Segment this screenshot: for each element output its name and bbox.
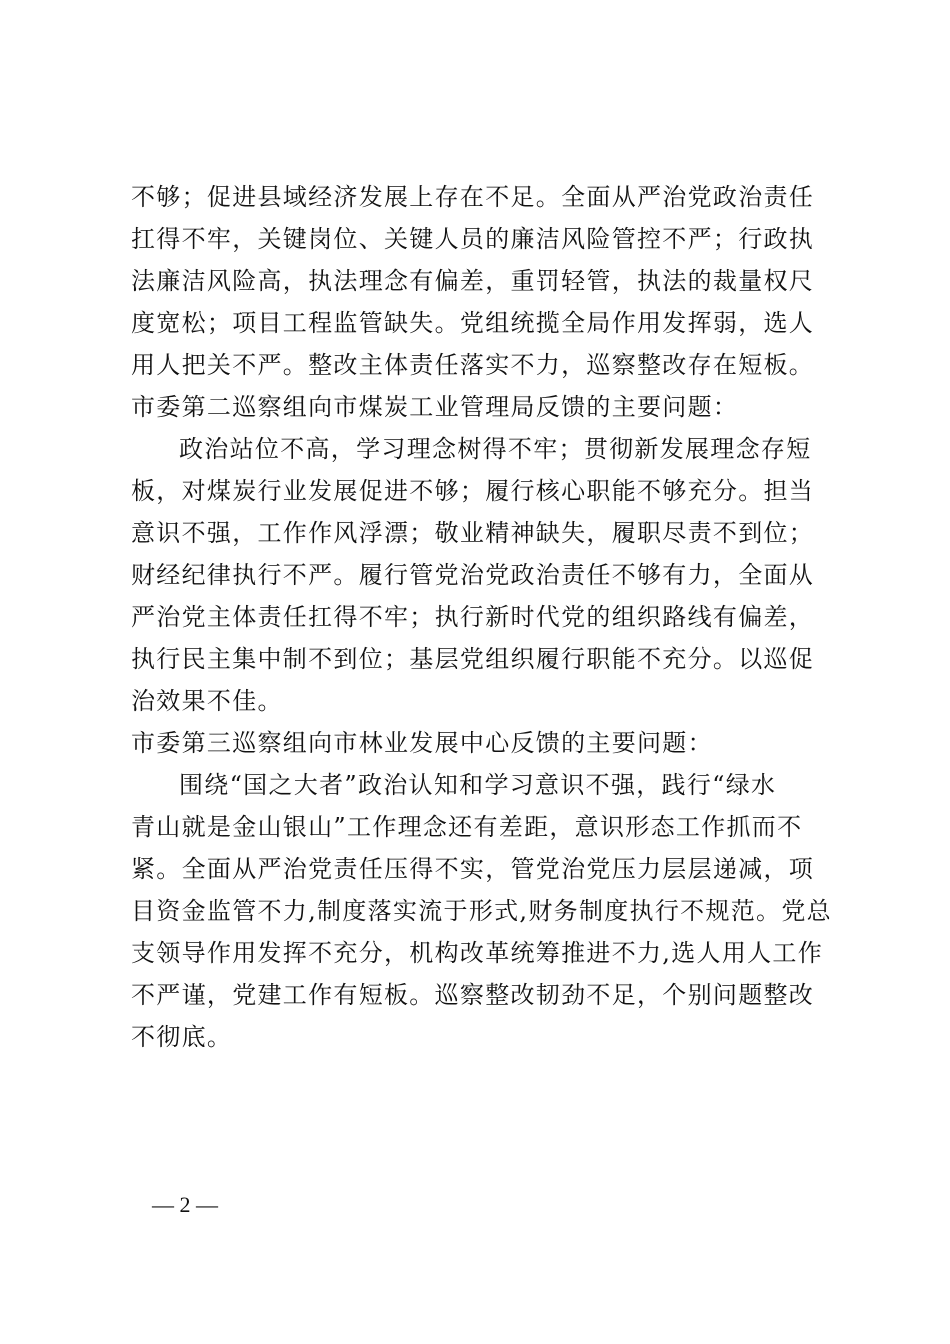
text-line: 扛得不牢，关键岗位、关键人员的廉洁风险管控不严；行政执 <box>131 225 815 253</box>
text-line: 法廉洁风险高，执法理念有偏差，重罚轻管，执法的裁量权尺 <box>131 267 815 295</box>
text-line: 政治站位不高，学习理念树得不牢；贯彻新发展理念存短 <box>179 435 812 463</box>
text-line: 不严谨，党建工作有短板。巡察整改韧劲不足，个别问题整改 <box>131 981 815 1009</box>
text-line: 目资金监管不力,制度落实流于形式,财务制度执行不规范。党总 <box>131 897 832 925</box>
text-line: 不够；促进县域经济发展上存在不足。全面从严治党政治责任 <box>131 183 815 211</box>
text-line: 意识不强，工作作风浮漂；敬业精神缺失，履职尽责不到位； <box>131 519 815 547</box>
page-number: — 2 — <box>152 1192 218 1217</box>
text-line: 不彻底。 <box>131 1023 233 1051</box>
text-line: 紧。全面从严治党责任压得不实，管党治党压力层层递减，项 <box>131 855 815 883</box>
text-line: 板，对煤炭行业发展促进不够；履行核心职能不够充分。担当 <box>131 477 815 505</box>
text-line: 财经纪律执行不严。履行管党治党政治责任不够有力，全面从 <box>131 561 815 589</box>
text-line: 治效果不佳。 <box>131 687 283 715</box>
text-line: 执行民主集中制不到位；基层党组织履行职能不充分。以巡促 <box>131 645 815 673</box>
section-heading-2: 市委第二巡察组向市煤炭工业管理局反馈的主要问题： <box>131 393 739 421</box>
text-line: 围绕“国之大者”政治认知和学习意识不强，践行“绿水 <box>179 771 777 799</box>
text-line: 用人把关不严。整改主体责任落实不力，巡察整改存在短板。 <box>131 351 815 379</box>
text-line: 青山就是金山银山”工作理念还有差距，意识形态工作抓而不 <box>131 813 803 841</box>
text-line: 度宽松；项目工程监管缺失。党组统揽全局作用发挥弱，选人 <box>131 309 815 337</box>
text-line: 严治党主体责任扛得不牢；执行新时代党的组织路线有偏差， <box>131 603 815 631</box>
section-heading-3: 市委第三巡察组向市林业发展中心反馈的主要问题： <box>131 729 713 757</box>
text-line: 支领导作用发挥不充分，机构改革统筹推进不力,选人用人工作 <box>131 939 824 967</box>
body-text <box>131 176 831 1058</box>
